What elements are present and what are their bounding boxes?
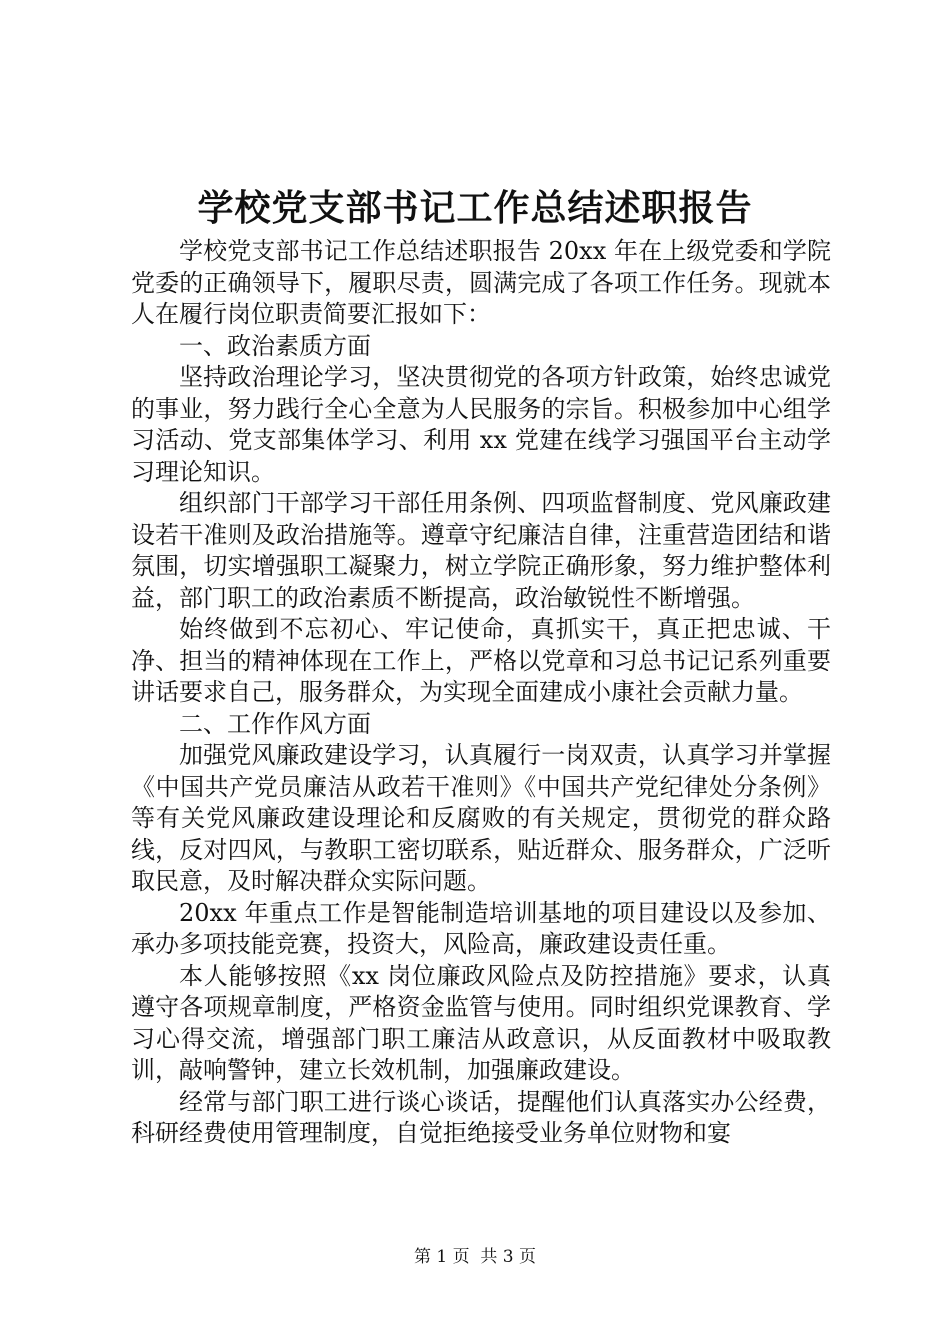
paragraph: 20xx 年重点工作是智能制造培训基地的项目建设以及参加、承办多项技能竞赛，投资大，风险高，廉政建设责任重。 <box>131 898 831 958</box>
section-heading-political: 一、政治素质方面 <box>179 331 371 360</box>
paragraph: 经常与部门职工进行谈心谈话，提醒他们认真落实办公经费，科研经费使用管理制度，自觉拒绝接受业务单位财物和宴 <box>131 1087 831 1147</box>
paragraph: 本人能够按照《xx 岗位廉政风险点及防控措施》要求，认真遵守各项规章制度，严格资金监管与使用。同时组织党课教育、学习心得交流，增强部门职工廉洁从政意识，从反面教材中吸取教训，敲响警钟，建立长效机制，加强廉政建设。 <box>131 961 831 1084</box>
page-footer <box>0 1245 950 1269</box>
document-body <box>131 236 831 1150</box>
paragraph: 组织部门干部学习干部任用条例、四项监督制度、党风廉政建设若干准则及政治措施等。遵章守纪廉洁自律，注重营造团结和谐氛围，切实增强职工凝聚力，树立学院正确形象，努力维护整体利益，部门职工的政治素质不断提高，政治敏锐性不断增强。 <box>131 489 831 612</box>
paragraph: 始终做到不忘初心、牢记使命，真抓实干，真正把忠诚、干净、担当的精神体现在工作上，严格以党章和习总书记记系列重要讲话要求自己，服务群众，为实现全面建成小康社会贡献力量。 <box>131 615 831 706</box>
paragraph-intro: 学校党支部书记工作总结述职报告 20xx 年在上级党委和学院党委的正确领导下，履职尽责，圆满完成了各项工作任务。现就本人在履行岗位职责简要汇报如下： <box>131 237 831 328</box>
paragraph: 加强党风廉政建设学习，认真履行一岗双责，认真学习并掌握《中国共产党员廉洁从政若干准则》《中国共产党纪律处分条例》等有关党风廉政建设理论和反腐败的有关规定，贯彻党的群众路线，反对四风，与教职工密切联系，贴近群众、服务群众，广泛听取民意，及时解决群众实际问题。 <box>131 741 831 895</box>
page-number: 第 1 页 共 3 页 <box>413 1247 537 1267</box>
document-title: 学校党支部书记工作总结述职报告 <box>197 187 753 229</box>
paragraph: 坚持政治理论学习，坚决贯彻党的各项方针政策，始终忠诚党的事业，努力践行全心全意为人民服务的宗旨。积极参加中心组学习活动、党支部集体学习、利用 xx 党建在线学习强国平台主动学习理论知识。 <box>131 363 831 486</box>
section-heading-work-style: 二、工作作风方面 <box>179 709 371 738</box>
